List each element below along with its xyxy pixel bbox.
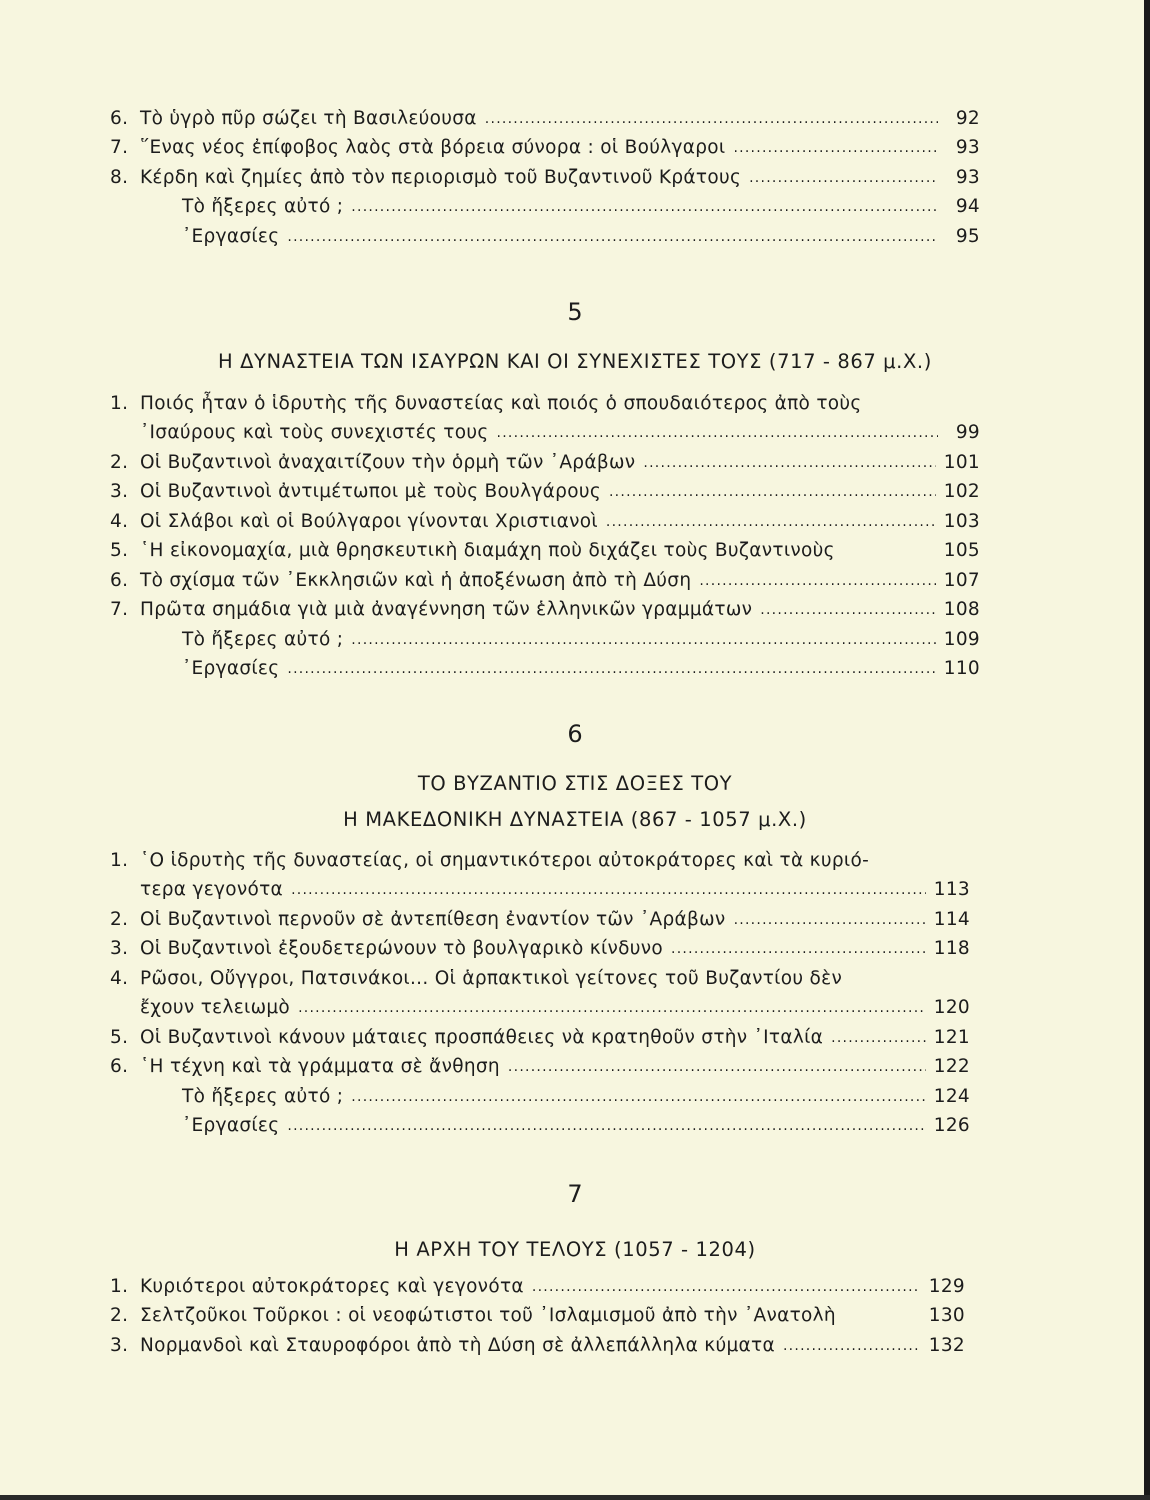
entry-number: 8. xyxy=(110,166,129,188)
entry-title: Οἱ Βυζαντινοὶ κάνουν μάταιες προσπάθειες νὰ κρατηθοῦν στὴν ᾿Ιταλία xyxy=(140,1026,824,1048)
leader-dots xyxy=(734,913,926,927)
entry-page: 107 xyxy=(943,569,980,591)
toc-entry[interactable] xyxy=(110,100,980,130)
entry-title: Οἱ Βυζαντινοὶ περνοῦν σὲ ἀντεπίθεση ἐναντίον τῶν ᾿Αράβων xyxy=(140,908,726,930)
entry-title: ῾Η εἰκονομαχία, μιὰ θρησκευτικὴ διαμάχη ποὺ διχάζει τοὺς Βυζαντινοὺς xyxy=(140,540,835,561)
leader-dots xyxy=(351,633,935,647)
entry-page: 101 xyxy=(943,451,980,473)
entry-page: 130 xyxy=(928,1305,965,1326)
entry-number: 3. xyxy=(110,1334,129,1356)
entry-title: Πρῶτα σημάδια γιὰ μιὰ ἀναγέννηση τῶν ἑλληνικῶν γραμμάτων xyxy=(140,599,753,620)
entry-page: 132 xyxy=(928,1334,965,1356)
entry-number: 6. xyxy=(110,569,129,591)
entry-title: Οἱ Βυζαντινοὶ ἀναχαιτίζουν τὴν ὁρμὴ τῶν ᾿Αράβων xyxy=(140,451,636,473)
chapter-title: ΤΟ ΒΥΖΑΝΤΙΟ ΣΤΙΣ ΔΟΞΕΣ ΤΟΥ xyxy=(417,772,733,795)
entry-title: ῾Ο ἱδρυτὴς τῆς δυναστείας, οἱ σημαντικότεροι αὐτοκράτορες καὶ τὰ κυριό- xyxy=(140,849,870,871)
entry-page: 118 xyxy=(933,938,970,959)
toc-section-top xyxy=(110,100,980,248)
entry-page: 93 xyxy=(955,166,980,188)
entry-page: 103 xyxy=(943,510,980,532)
entry-number: 2. xyxy=(110,908,129,930)
entry-page: 121 xyxy=(933,1026,970,1048)
chapter-title: Η ΔΥΝΑΣΤΕΙΑ ΤΩΝ ΙΣΑΥΡΩΝ ΚΑΙ ΟΙ ΣΥΝΕΧΙΣΤΕΣ ΤΟΥΣ (717 - 867 μ.Χ.) xyxy=(218,350,932,373)
entry-page: 109 xyxy=(943,628,980,650)
entry-title: Τὸ ἤξερες αὐτό ; xyxy=(182,196,344,217)
entry-page: 92 xyxy=(955,107,980,129)
entry-number: 1. xyxy=(110,849,129,871)
toc-entry[interactable] xyxy=(110,130,980,160)
toc-entry[interactable] xyxy=(110,1108,970,1138)
toc-entry[interactable] xyxy=(110,1298,965,1328)
entry-title: Κυριότεροι αὐτοκράτορες καὶ γεγονότα xyxy=(140,1275,524,1297)
entry-number: 5. xyxy=(110,540,129,561)
entry-page: 120 xyxy=(933,997,970,1018)
entry-title: ᾿Ισαύρους καὶ τοὺς συνεχιστές τους xyxy=(140,422,489,443)
entry-number: 4. xyxy=(110,510,129,532)
entry-number: 2. xyxy=(110,451,129,473)
leader-dots xyxy=(287,662,935,676)
entry-title: Τὸ ἤξερες αὐτό ; xyxy=(182,1085,344,1107)
toc-entry[interactable] xyxy=(110,1019,970,1049)
entry-title: Οἱ Βυζαντινοὶ ἀντιμέτωποι μὲ τοὺς Βουλγάρους xyxy=(140,481,601,502)
entry-title: Κέρδη καὶ ζημίες ἀπὸ τὸν περιορισμὸ τοῦ Βυζαντινοῦ Κράτους xyxy=(140,166,742,188)
toc-section-chapter6 xyxy=(110,842,970,1137)
entry-title: Τὸ σχίσμα τῶν ᾿Εκκλησιῶν καὶ ἡ ἀποξένωση ἀπὸ τὴ Δύση xyxy=(140,569,692,591)
toc-entry[interactable] xyxy=(110,931,970,961)
toc-entry[interactable] xyxy=(110,385,980,415)
leader-dots xyxy=(508,1060,926,1074)
chapter-number: 5 xyxy=(567,298,583,326)
entry-page: 113 xyxy=(933,879,970,900)
entry-title: Τὸ ὑγρὸ πῦρ σώζει τὴ Βασιλεύουσα xyxy=(140,107,477,129)
leader-dots xyxy=(783,1339,921,1353)
toc-section-chapter5 xyxy=(110,385,980,680)
page-edge xyxy=(1144,0,1150,1500)
toc-entry[interactable] xyxy=(110,503,980,533)
leader-dots xyxy=(643,456,935,470)
entry-number: 5. xyxy=(110,1026,129,1048)
entry-title: Οἱ Σλάβοι καὶ οἱ Βούλγαροι γίνονται Χριστιανοὶ xyxy=(140,510,598,532)
toc-entry-continuation[interactable] xyxy=(110,990,970,1020)
leader-dots xyxy=(749,171,938,185)
entry-page: 94 xyxy=(955,196,980,217)
page-edge-bottom xyxy=(0,1495,1150,1500)
entry-title: ᾿Εργασίες xyxy=(182,225,280,247)
toc-entry-continuation[interactable] xyxy=(110,872,970,902)
entry-page: 95 xyxy=(955,225,980,247)
leader-dots xyxy=(298,1001,926,1015)
toc-entry[interactable] xyxy=(110,1078,970,1108)
toc-entry[interactable] xyxy=(110,592,980,622)
toc-entry[interactable] xyxy=(110,474,980,504)
entry-page: 129 xyxy=(928,1275,965,1297)
toc-entry[interactable] xyxy=(110,1268,965,1298)
entry-number: 2. xyxy=(110,1305,129,1326)
leader-dots xyxy=(287,1119,925,1133)
toc-entry[interactable] xyxy=(110,901,970,931)
entry-page: 122 xyxy=(933,1056,970,1077)
entry-number: 7. xyxy=(110,599,129,620)
toc-entry[interactable] xyxy=(110,533,980,563)
toc-entry[interactable] xyxy=(110,651,980,681)
leader-dots xyxy=(351,1090,925,1104)
entry-number: 6. xyxy=(110,1056,129,1077)
entry-number: 4. xyxy=(110,967,129,989)
entry-title: Τὸ ἤξερες αὐτό ; xyxy=(182,628,344,650)
toc-entry-continuation[interactable] xyxy=(110,415,980,445)
leader-dots xyxy=(760,603,936,617)
entry-title: ῾Η τέχνη καὶ τὰ γράμματα σὲ ἄνθηση xyxy=(140,1056,500,1077)
leader-dots xyxy=(699,574,935,588)
leader-dots xyxy=(606,515,936,529)
leader-dots xyxy=(609,485,936,499)
entry-title: Ρῶσοι, Οὔγγροι, Πατσινάκοι... Οἱ ἁρπακτικοὶ γείτονες τοῦ Βυζαντίου δὲν xyxy=(140,967,843,989)
entry-page: 93 xyxy=(955,137,980,158)
toc-entry[interactable] xyxy=(110,444,980,474)
leader-dots xyxy=(831,1031,926,1045)
entry-page: 102 xyxy=(943,481,980,502)
toc-entry[interactable] xyxy=(110,189,980,219)
toc-section-chapter7 xyxy=(110,1268,965,1357)
leader-dots xyxy=(671,942,926,956)
entry-number: 3. xyxy=(110,481,129,502)
chapter-subtitle: Η ΜΑΚΕΔΟΝΙΚΗ ΔΥΝΑΣΤΕΙΑ (867 - 1057 μ.Χ.) xyxy=(343,808,807,831)
chapter-title: Η ΑΡΧΗ ΤΟΥ ΤΕΛΟΥΣ (1057 - 1204) xyxy=(394,1238,756,1261)
entry-title: ᾿Εργασίες xyxy=(182,1115,280,1136)
entry-title: Σελτζοῦκοι Τοῦρκοι : οἱ νεοφώτιστοι τοῦ ᾿Ισλαμισμοῦ ἀπὸ τὴν ᾿Ανατολὴ xyxy=(140,1305,836,1326)
entry-number: 1. xyxy=(110,392,129,414)
toc-entry[interactable] xyxy=(110,159,980,189)
entry-title: ᾿Εργασίες xyxy=(182,658,280,679)
leader-dots xyxy=(291,883,926,897)
toc-entry[interactable] xyxy=(110,960,970,990)
leader-dots xyxy=(351,200,938,214)
entry-page: 110 xyxy=(943,658,980,679)
leader-dots xyxy=(532,1280,921,1294)
entry-title: ἔχουν τελειωμὸ xyxy=(140,997,291,1018)
entry-number: 6. xyxy=(110,107,129,129)
toc-entry[interactable] xyxy=(110,1049,970,1079)
entry-page: 126 xyxy=(933,1115,970,1136)
toc-entry[interactable] xyxy=(110,842,970,872)
entry-page: 108 xyxy=(943,599,980,620)
entry-page: 105 xyxy=(943,540,980,561)
entry-title: Οἱ Βυζαντινοὶ ἐξουδετερώνουν τὸ βουλγαρικὸ κίνδυνο xyxy=(140,938,664,959)
leader-dots xyxy=(733,141,938,155)
toc-entry[interactable] xyxy=(110,621,980,651)
toc-entry[interactable] xyxy=(110,1327,965,1357)
entry-page: 114 xyxy=(933,908,970,930)
entry-number: 3. xyxy=(110,938,129,959)
entry-title: Νορμανδοὶ καὶ Σταυροφόροι ἀπὸ τὴ Δύση σὲ ἀλλεπάλληλα κύματα xyxy=(140,1334,775,1356)
entry-number: 1. xyxy=(110,1275,129,1297)
leader-dots xyxy=(287,230,938,244)
entry-number: 7. xyxy=(110,137,129,158)
entry-page: 99 xyxy=(955,422,980,443)
leader-dots xyxy=(497,426,938,440)
entry-title: τερα γεγονότα xyxy=(140,879,284,900)
toc-entry[interactable] xyxy=(110,562,980,592)
entry-page: 124 xyxy=(933,1085,970,1107)
chapter-number: 6 xyxy=(567,720,583,748)
chapter-number: 7 xyxy=(567,1180,583,1208)
entry-title: ῞Ενας νέος ἐπίφοβος λαὸς στὰ βόρεια σύνορα : οἱ Βούλγαροι xyxy=(140,137,726,158)
leader-dots xyxy=(485,112,938,126)
toc-entry[interactable] xyxy=(110,218,980,248)
entry-title: Ποιός ἦταν ὁ ἱδρυτὴς τῆς δυναστείας καὶ ποιός ὁ σπουδαιότερος ἀπὸ τοὺς xyxy=(140,392,862,414)
